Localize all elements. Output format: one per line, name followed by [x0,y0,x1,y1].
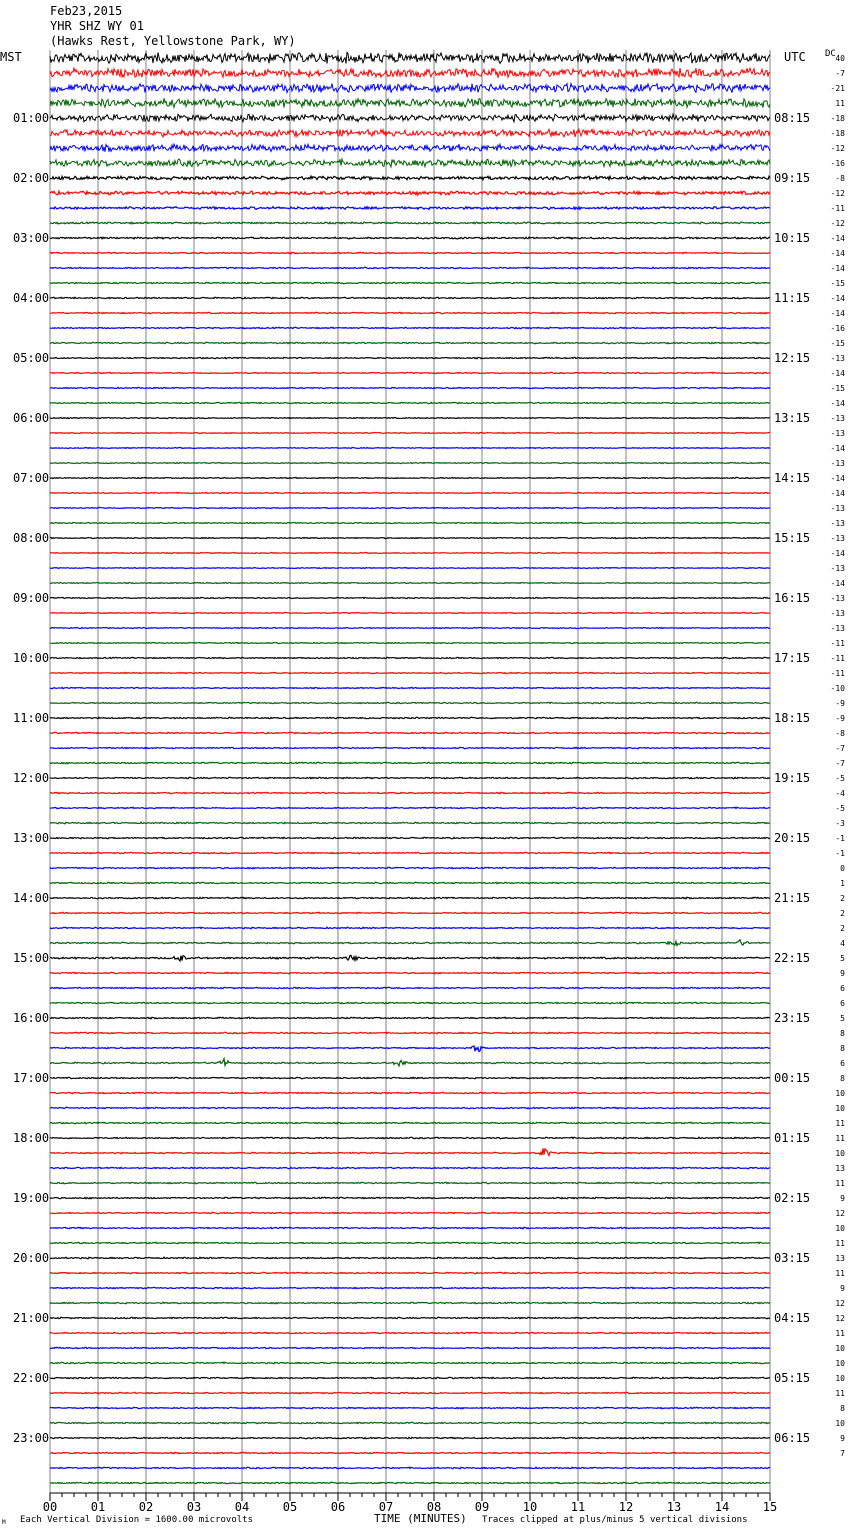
seismic-trace [50,612,770,613]
seismic-trace [50,52,770,63]
dc-offset-label: 10 [835,1089,845,1098]
seismic-trace [50,267,770,269]
dc-offset-label: -14 [830,249,845,258]
dc-offset-label: 12 [835,1299,845,1308]
dc-offset-label: -12 [830,189,845,198]
mst-hour-label: 08:00 [13,531,50,545]
dc-offset-label: -14 [830,369,845,378]
mst-hour-label: 21:00 [13,1311,50,1325]
dc-offset-label: -7 [835,69,845,78]
utc-label: UTC [784,50,806,64]
seismic-trace [50,297,770,299]
dc-offset-label: -13 [830,414,845,423]
x-tick-label: 08 [426,1500,442,1514]
seismic-trace [50,987,770,988]
dc-offset-label: -5 [835,804,845,813]
seismic-trace [50,777,770,779]
seismic-trace [50,1242,770,1244]
dc-offset-label: -14 [830,474,845,483]
seismic-trace [50,1002,770,1004]
dc-offset-label: 2 [840,909,845,918]
seismic-trace [50,1092,770,1094]
utc-hour-label: 12:15 [774,351,811,365]
seismic-trace [50,672,770,673]
dc-offset-label: 11 [835,1119,845,1128]
seismic-trace [50,717,770,718]
dc-offset-label: -11 [830,654,845,663]
seismic-trace [50,1212,770,1214]
seismic-trace [50,357,770,358]
dc-offset-label: 9 [840,1434,845,1443]
mst-hour-label: 01:00 [13,111,50,125]
clip-note: Traces clipped at plus/minus 5 vertical divisions [482,1515,748,1525]
dc-offset-label: 10 [835,1224,845,1233]
dc-offset-label: -13 [830,429,845,438]
seismic-trace [50,387,770,388]
utc-hour-label: 14:15 [774,471,811,485]
utc-hour-label: 04:15 [774,1311,811,1325]
seismic-trace [50,1257,770,1259]
x-tick-label: 12 [618,1500,634,1514]
dc-offset-label: -14 [830,234,845,243]
seismic-trace [50,1482,770,1483]
dc-offset-label: 8 [840,1029,845,1038]
seismic-trace [50,447,770,448]
seismic-trace [50,1017,770,1019]
dc-offset-label: -15 [830,384,845,393]
dc-offset-label: 5 [840,954,845,963]
seismic-trace [50,1046,770,1052]
dc-offset-label: 13 [835,1164,845,1173]
mst-hour-label: 18:00 [13,1131,50,1145]
seismic-trace [50,1407,770,1409]
dc-offset-label: -12 [830,144,845,153]
mst-hour-label: 03:00 [13,231,50,245]
seismic-trace [50,747,770,749]
utc-hour-label: 20:15 [774,831,811,845]
dc-offset-label: 8 [840,1074,845,1083]
mst-hour-label: 06:00 [13,411,50,425]
dc-offset-label: -21 [830,84,845,93]
utc-hour-label: 16:15 [774,591,811,605]
dc-offset-label: 2 [840,894,845,903]
mst-hour-label: 10:00 [13,651,50,665]
utc-hour-label: 23:15 [774,1011,811,1025]
seismic-trace [50,1148,770,1155]
seismic-trace [50,1362,770,1364]
dc-offset-label: -1 [835,849,845,858]
seismic-trace [50,927,770,929]
utc-hour-label: 22:15 [774,951,811,965]
seismic-trace [50,98,770,107]
dc-offset-label: -14 [830,549,845,558]
seismic-trace [50,792,770,794]
mst-hour-label: 17:00 [13,1071,50,1085]
seismic-trace [50,837,770,839]
seismic-trace [50,114,770,122]
dc-offset-label: 13 [835,1254,845,1263]
seismic-trace [50,1422,770,1423]
utc-hour-label: 21:15 [774,891,811,905]
seismic-trace [50,1437,770,1439]
dc-offset-label: -4 [835,789,845,798]
seismic-trace [50,144,770,152]
dc-offset-label: 10 [835,1374,845,1383]
mst-hour-label: 15:00 [13,951,50,965]
dc-offset-label: -14 [830,309,845,318]
mst-hour-label: 22:00 [13,1371,50,1385]
seismic-trace [50,822,770,824]
dc-offset-label: 11 [835,1179,845,1188]
x-tick-label: 04 [234,1500,250,1514]
dc-offset-label: 6 [840,984,845,993]
seismic-trace [50,702,770,703]
dc-offset-label: -13 [830,459,845,468]
dc-offset-label: 8 [840,1044,845,1053]
mst-hour-label: 12:00 [13,771,50,785]
dc-offset-label: -18 [830,129,845,138]
dc-offset-label: 12 [835,1314,845,1323]
seismic-trace [50,418,770,419]
utc-hour-label: 03:15 [774,1251,811,1265]
utc-hour-label: 01:15 [774,1131,811,1145]
utc-hour-label: 11:15 [774,291,811,305]
dc-offset-label: 5 [840,1014,845,1023]
utc-hour-label: 02:15 [774,1191,811,1205]
mst-hour-label: 09:00 [13,591,50,605]
seismic-trace [50,1032,770,1034]
dc-offset-label: 10 [835,1344,845,1353]
dc-offset-label: 6 [840,1059,845,1068]
seismic-trace [50,1167,770,1169]
dc-offset-label: -16 [830,324,845,333]
x-tick-label: 11 [570,1500,586,1514]
seismic-trace [50,1377,770,1379]
seismic-trace [50,523,770,524]
x-tick-label: 01 [90,1500,106,1514]
utc-hour-label: 15:15 [774,531,811,545]
x-tick-label: 10 [522,1500,538,1514]
dc-offset-label: -14 [830,489,845,498]
x-tick-label: 02 [138,1500,154,1514]
mst-hour-label: 13:00 [13,831,50,845]
seismic-trace [50,1467,770,1469]
seismic-trace [50,955,770,961]
seismic-trace [50,852,770,854]
dc-offset-label: -3 [835,819,845,828]
seismic-trace [50,1287,770,1289]
dc-offset-label: -8 [835,729,845,738]
dc-offset-label: -10 [830,684,845,693]
x-tick-label: 13 [666,1500,682,1514]
dc-offset-label: 11 [835,1269,845,1278]
dc-offset-label: -14 [830,444,845,453]
x-tick-label: 06 [330,1500,346,1514]
seismic-trace [50,1137,770,1139]
seismic-trace [50,537,770,538]
seismic-trace [50,492,770,493]
mst-hour-label: 04:00 [13,291,50,305]
dc-offset-label: 9 [840,969,845,978]
mst-hour-label: 19:00 [13,1191,50,1205]
seismic-trace [50,568,770,569]
seismic-trace [50,882,770,884]
seismic-trace [50,732,770,734]
dc-offset-label: 11 [835,1134,845,1143]
seismic-trace [50,402,770,403]
mst-hour-label: 11:00 [13,711,50,725]
seismic-trace [50,1227,770,1229]
utc-hour-label: 17:15 [774,651,811,665]
mst-hour-label: 23:00 [13,1431,50,1445]
dc-offset-label: 40 [835,54,845,63]
utc-hour-label: 09:15 [774,171,811,185]
seismic-trace [50,1197,770,1199]
dc-offset-label: 9 [840,1194,845,1203]
seismic-trace [50,191,770,195]
seismic-trace [50,912,770,914]
dc-offset-label: -13 [830,534,845,543]
mst-label: MST [0,50,22,64]
dc-label: DC [825,49,836,59]
seismic-trace [50,687,770,688]
seismic-trace [50,762,770,764]
seismic-trace [50,1059,770,1066]
dc-offset-label: 0 [840,864,845,873]
dc-offset-label: -8 [835,174,845,183]
mst-hour-label: 20:00 [13,1251,50,1265]
dc-offset-label: 11 [835,1389,845,1398]
seismic-trace [50,176,770,180]
dc-offset-label: -11 [830,639,845,648]
x-tick-label: 14 [714,1500,730,1514]
dc-offset-label: -13 [830,564,845,573]
dc-offset-label: 11 [835,1329,845,1338]
dc-offset-label: -14 [830,294,845,303]
seismic-trace [50,1272,770,1274]
dc-offset-label: -9 [835,699,845,708]
seismic-trace [50,940,770,946]
x-tick-label: 09 [474,1500,490,1514]
seismic-trace [50,237,770,239]
dc-offset-label: -13 [830,504,845,513]
dc-offset-label: 8 [840,1404,845,1413]
x-axis-label: TIME (MINUTES) [374,1512,467,1525]
seismic-trace [50,972,770,974]
seismic-trace [50,159,770,167]
dc-offset-label: -9 [835,714,845,723]
seismic-trace [50,1317,770,1319]
seismic-trace [50,1332,770,1334]
utc-hour-label: 00:15 [774,1071,811,1085]
seismic-trace [50,1182,770,1184]
utc-hour-label: 06:15 [774,1431,811,1445]
dc-offset-label: 10 [835,1359,845,1368]
x-tick-label: 05 [282,1500,298,1514]
seismic-trace [50,462,770,463]
dc-offset-label: 10 [835,1104,845,1113]
dc-offset-label: 2 [840,924,845,933]
seismic-trace [50,1452,770,1454]
utc-hour-label: 10:15 [774,231,811,245]
seismic-trace [50,207,770,210]
x-tick-label: 15 [762,1500,778,1514]
seismic-trace [50,507,770,508]
dc-offset-label: -15 [830,279,845,288]
dc-offset-label: -16 [830,159,845,168]
mst-hour-label: 14:00 [13,891,50,905]
seismic-trace [50,627,770,628]
seismic-trace [50,372,770,373]
seismic-trace [50,643,770,644]
dc-offset-label: 9 [840,1284,845,1293]
chart-location: (Hawks Rest, Yellowstone Park, WY) [50,34,296,48]
utc-hour-label: 18:15 [774,711,811,725]
dc-offset-label: 7 [840,1449,845,1458]
seismic-trace [50,222,770,224]
seismic-trace [50,1107,770,1109]
utc-hour-label: 05:15 [774,1371,811,1385]
seismic-trace [50,68,770,78]
seismic-trace [50,342,770,344]
mst-hour-label: 16:00 [13,1011,50,1025]
dc-offset-label: -12 [830,219,845,228]
dc-offset-label: 11 [835,1239,845,1248]
seismic-trace [50,867,770,869]
utc-hour-label: 08:15 [774,111,811,125]
dc-offset-label: 12 [835,1209,845,1218]
dc-offset-label: -13 [830,519,845,528]
x-tick-label: 00 [42,1500,58,1514]
dc-offset-label: -7 [835,744,845,753]
seismic-trace [50,582,770,583]
seismic-trace [50,84,770,93]
x-tick-label: 07 [378,1500,394,1514]
seismic-trace [50,282,770,283]
seismic-trace [50,312,770,314]
dc-offset-label: -11 [830,204,845,213]
seismic-trace [50,1392,770,1394]
dc-offset-label: 11 [835,99,845,108]
mst-hour-label: 05:00 [13,351,50,365]
dc-offset-label: -18 [830,114,845,123]
mst-hour-label: 07:00 [13,471,50,485]
dc-offset-label: 10 [835,1149,845,1158]
x-tick-label: 03 [186,1500,202,1514]
chart-date: Feb23,2015 [50,4,123,18]
dc-offset-label: -11 [830,669,845,678]
seismic-trace [50,657,770,658]
seismic-trace [50,252,770,254]
dc-offset-label: -5 [835,774,845,783]
utc-hour-label: 13:15 [774,411,811,425]
seismic-trace [50,897,770,899]
corner-mark: M [2,1519,6,1526]
seismic-trace [50,1302,770,1304]
seismic-trace [50,432,770,433]
dc-offset-label: -15 [830,339,845,348]
dc-offset-label: 6 [840,999,845,1008]
dc-offset-label: -13 [830,354,845,363]
dc-offset-label: -13 [830,609,845,618]
dc-offset-label: -13 [830,624,845,633]
seismic-trace [50,552,770,553]
scale-note: Each Vertical Division = 1600.00 microvolts [20,1515,253,1525]
seismic-trace [50,477,770,478]
dc-offset-label: -14 [830,264,845,273]
dc-offset-label: 1 [840,879,845,888]
seismic-trace [50,327,770,329]
dc-offset-label: 10 [835,1419,845,1428]
chart-station: YHR SHZ WY 01 [50,19,144,33]
seismic-trace [50,1122,770,1124]
dc-offset-label: -1 [835,834,845,843]
dc-offset-label: -7 [835,759,845,768]
seismic-trace [50,1077,770,1079]
dc-offset-label: 4 [840,939,845,948]
mst-hour-label: 02:00 [13,171,50,185]
seismic-trace [50,129,770,137]
dc-offset-label: -13 [830,594,845,603]
dc-offset-label: -14 [830,579,845,588]
seismic-trace [50,597,770,598]
utc-hour-label: 19:15 [774,771,811,785]
seismic-trace [50,1347,770,1349]
dc-offset-label: -14 [830,399,845,408]
seismic-trace [50,807,770,809]
